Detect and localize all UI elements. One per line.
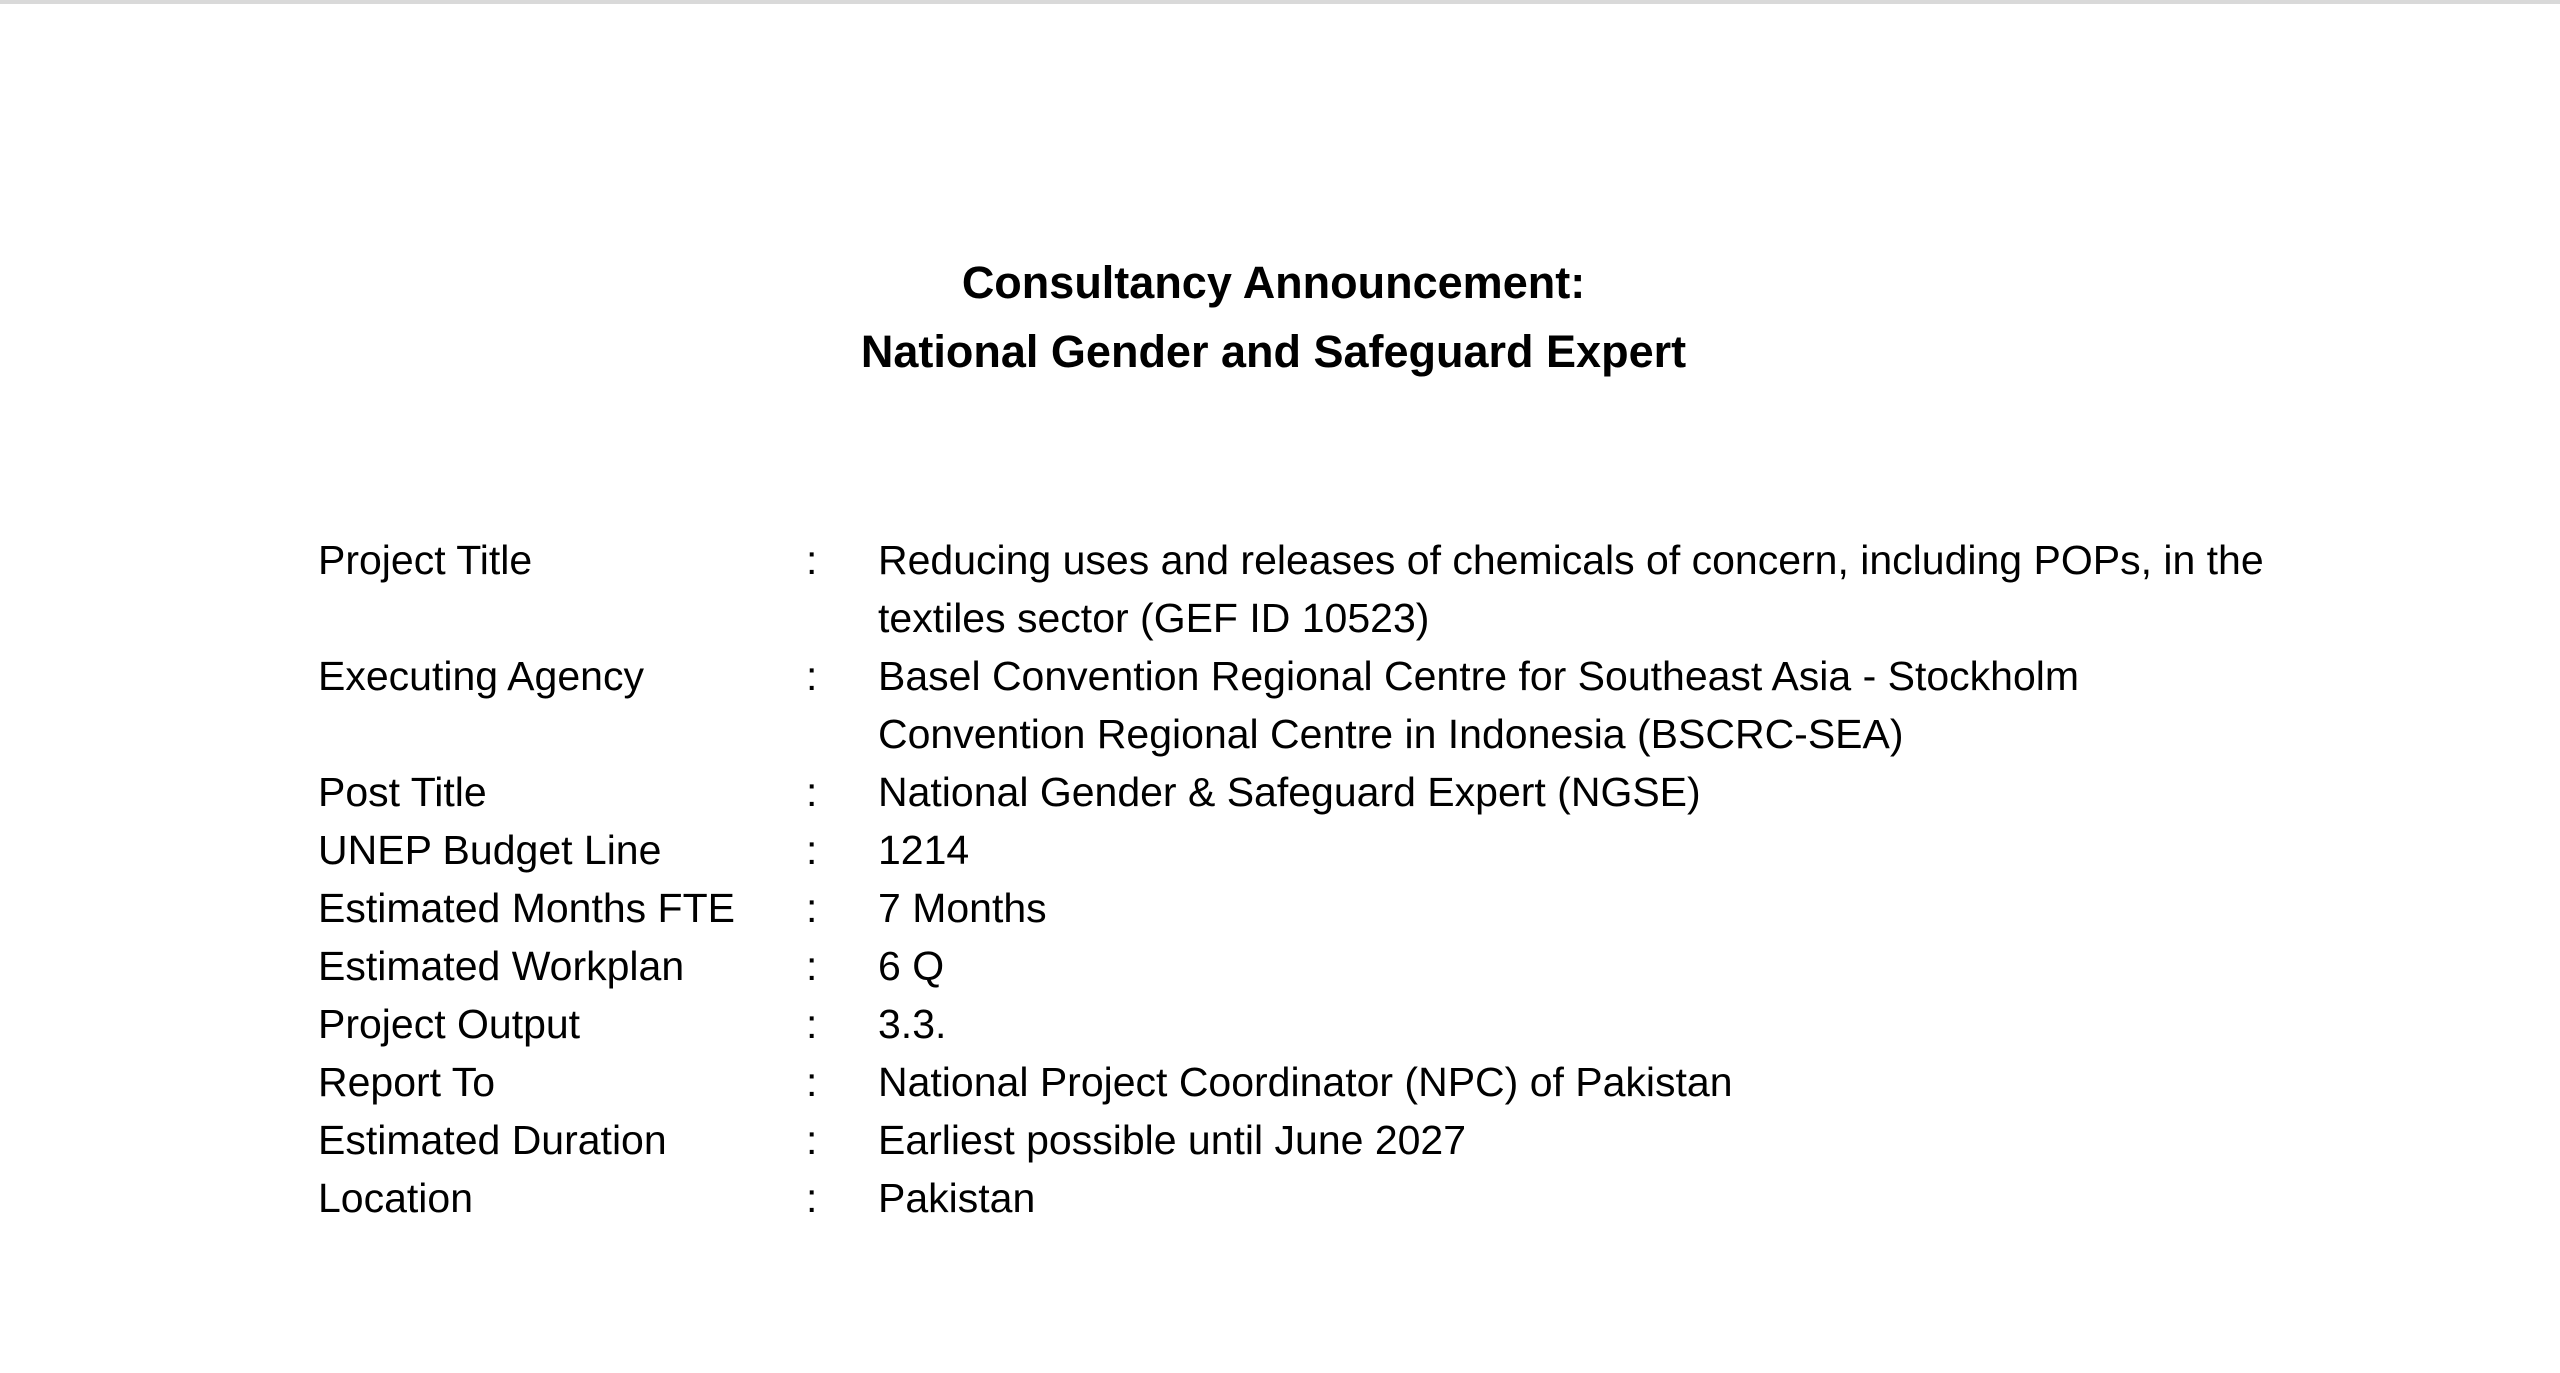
detail-value: 3.3. [878, 1001, 947, 1047]
detail-separator: : [806, 1059, 818, 1105]
detail-row-project-output [318, 995, 2348, 1053]
detail-label: Post Title [318, 769, 487, 815]
detail-value-line: Basel Convention Regional Centre for Southeast Asia - Stockholm [878, 653, 2080, 699]
detail-value: 6 Q [878, 943, 945, 989]
detail-value: National Project Coordinator (NPC) of Pakistan [878, 1059, 1733, 1105]
detail-label: Estimated Workplan [318, 943, 685, 989]
detail-value-line: textiles sector (GEF ID 10523) [878, 595, 1430, 641]
detail-value: 7 Months [878, 885, 1047, 931]
detail-separator: : [806, 537, 818, 583]
detail-separator: : [806, 943, 818, 989]
heading-line-2: National Gender and Safeguard Expert [860, 326, 1687, 377]
detail-row-report-to [318, 1053, 2348, 1111]
detail-separator: : [806, 769, 818, 815]
detail-value [878, 531, 2348, 647]
detail-separator: : [806, 653, 818, 699]
detail-separator: : [806, 1175, 818, 1221]
detail-value: National Gender & Safeguard Expert (NGSE) [878, 769, 1701, 815]
detail-row-duration [318, 1111, 2348, 1169]
detail-label: UNEP Budget Line [318, 827, 662, 873]
detail-row-budget-line [318, 821, 2348, 879]
detail-label: Project Output [318, 1001, 581, 1047]
detail-row-executing-agency [318, 647, 2348, 763]
detail-separator: : [806, 1117, 818, 1163]
detail-label: Location [318, 1175, 474, 1221]
detail-row-post-title [318, 763, 2348, 821]
heading-line-1: Consultancy Announcement: [961, 257, 1586, 308]
detail-separator: : [806, 827, 818, 873]
page-top-border [0, 0, 2560, 4]
announcement-heading [0, 248, 2547, 386]
detail-value: 1214 [878, 827, 970, 873]
details-table [318, 531, 2348, 1227]
detail-row-workplan [318, 937, 2348, 995]
detail-value: Earliest possible until June 2027 [878, 1117, 1467, 1163]
detail-row-project-title [318, 531, 2348, 647]
detail-label: Estimated Months FTE [318, 885, 735, 931]
detail-label: Report To [318, 1059, 496, 1105]
detail-label: Estimated Duration [318, 1117, 667, 1163]
detail-separator: : [806, 1001, 818, 1047]
detail-row-months-fte [318, 879, 2348, 937]
detail-value [878, 647, 2348, 763]
detail-separator: : [806, 885, 818, 931]
detail-row-location [318, 1169, 2348, 1227]
detail-value: Pakistan [878, 1175, 1036, 1221]
detail-label: Executing Agency [318, 653, 644, 699]
detail-label: Project Title [318, 537, 533, 583]
detail-value-line: Convention Regional Centre in Indonesia (BSCRC-SEA) [878, 711, 1904, 757]
detail-value-line: Reducing uses and releases of chemicals of concern, including POPs, in the [878, 537, 2264, 583]
